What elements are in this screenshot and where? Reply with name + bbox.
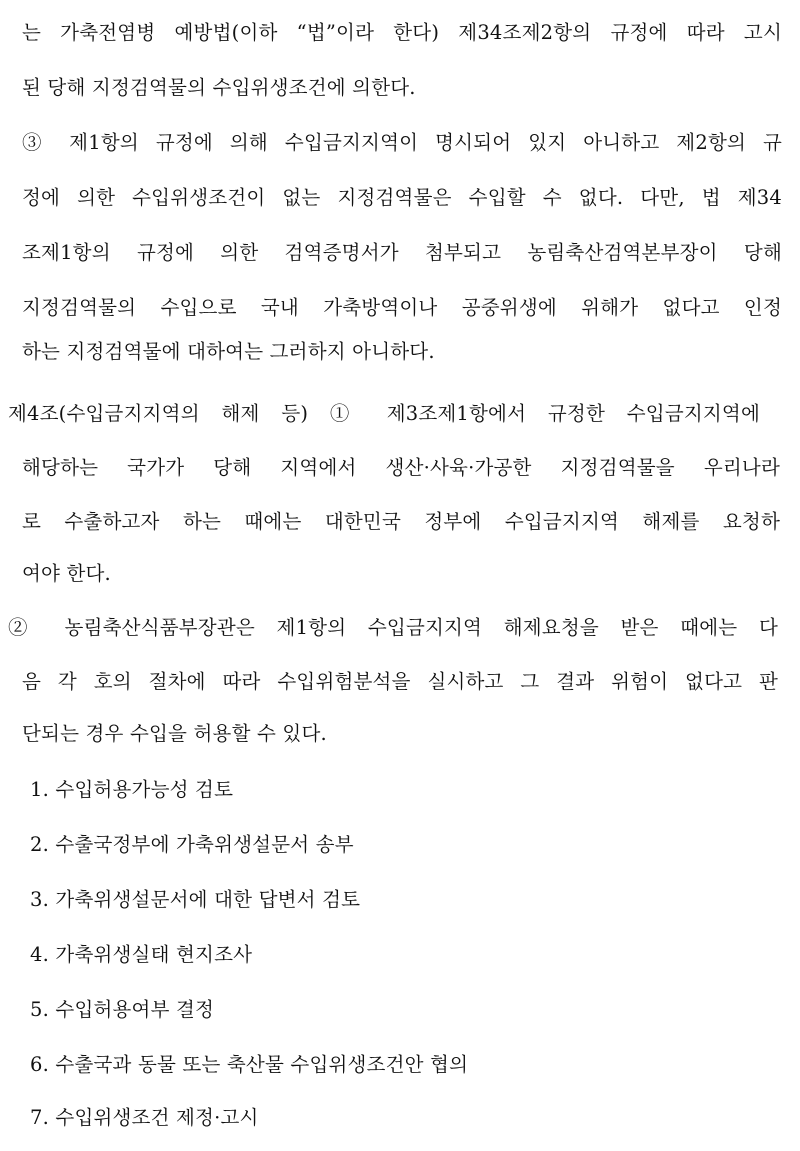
step-item-1: 1. 수입허용가능성 검토 (30, 778, 234, 801)
clause-3-line-1: ③ 제1항의 규정에 의해 수입금지지역이 명시되어 있지 아니하고 제2항의 규 (22, 131, 782, 154)
step-item-3: 3. 가축위생설문서에 대한 답변서 검토 (30, 888, 361, 911)
article-4-clause-2-line-1: ② 농림축산식품부장관은 제1항의 수입금지지역 해제요청을 받은 때에는 다 (8, 616, 778, 639)
article-4-heading-line: 제4조(수입금지지역의 해제 등) ① 제3조제1항에서 규정한 수입금지지역에 (8, 402, 760, 425)
step-item-6: 6. 수출국과 동물 또는 축산물 수입위생조건안 협의 (30, 1053, 469, 1076)
article-4-clause-1-line-4: 여야 한다. (22, 562, 111, 585)
article-4-clause-1-line-2: 해당하는 국가가 당해 지역에서 생산·사육·가공한 지정검역물을 우리나라 (22, 456, 780, 479)
article-4-clause-2-line-2: 음 각 호의 절차에 따라 수입위험분석을 실시하고 그 결과 위험이 없다고 판 (22, 670, 778, 693)
article-4-clause-1-line-3: 로 수출하고자 하는 때에는 대한민국 정부에 수입금지지역 해제를 요청하 (22, 510, 780, 533)
clause-3-line-2: 정에 의한 수입위생조건이 없는 지정검역물은 수입할 수 없다. 다만, 법 제34 (22, 186, 782, 209)
clause-3-line-4: 지정검역물의 수입으로 국내 가축방역이나 공중위생에 위해가 없다고 인정 (22, 296, 782, 319)
article-4-clause-2-line-3: 단되는 경우 수입을 허용할 수 있다. (22, 722, 327, 745)
continuation-line-1: 는 가축전염병 예방법(이하 “법”이라 한다) 제34조제2항의 규정에 따라 고시 (22, 21, 782, 44)
step-item-2: 2. 수출국정부에 가축위생설문서 송부 (30, 833, 354, 856)
clause-3-line-3: 조제1항의 규정에 의한 검역증명서가 첨부되고 농림축산검역본부장이 당해 (22, 241, 782, 264)
step-item-7: 7. 수입위생조건 제정·고시 (30, 1106, 259, 1129)
step-item-5: 5. 수입허용여부 결정 (30, 998, 215, 1021)
step-item-4: 4. 가축위생실태 현지조사 (30, 943, 253, 966)
continuation-line-2: 된 당해 지정검역물의 수입위생조건에 의한다. (22, 76, 416, 99)
clause-3-line-5: 하는 지정검역물에 대하여는 그러하지 아니하다. (22, 340, 435, 363)
